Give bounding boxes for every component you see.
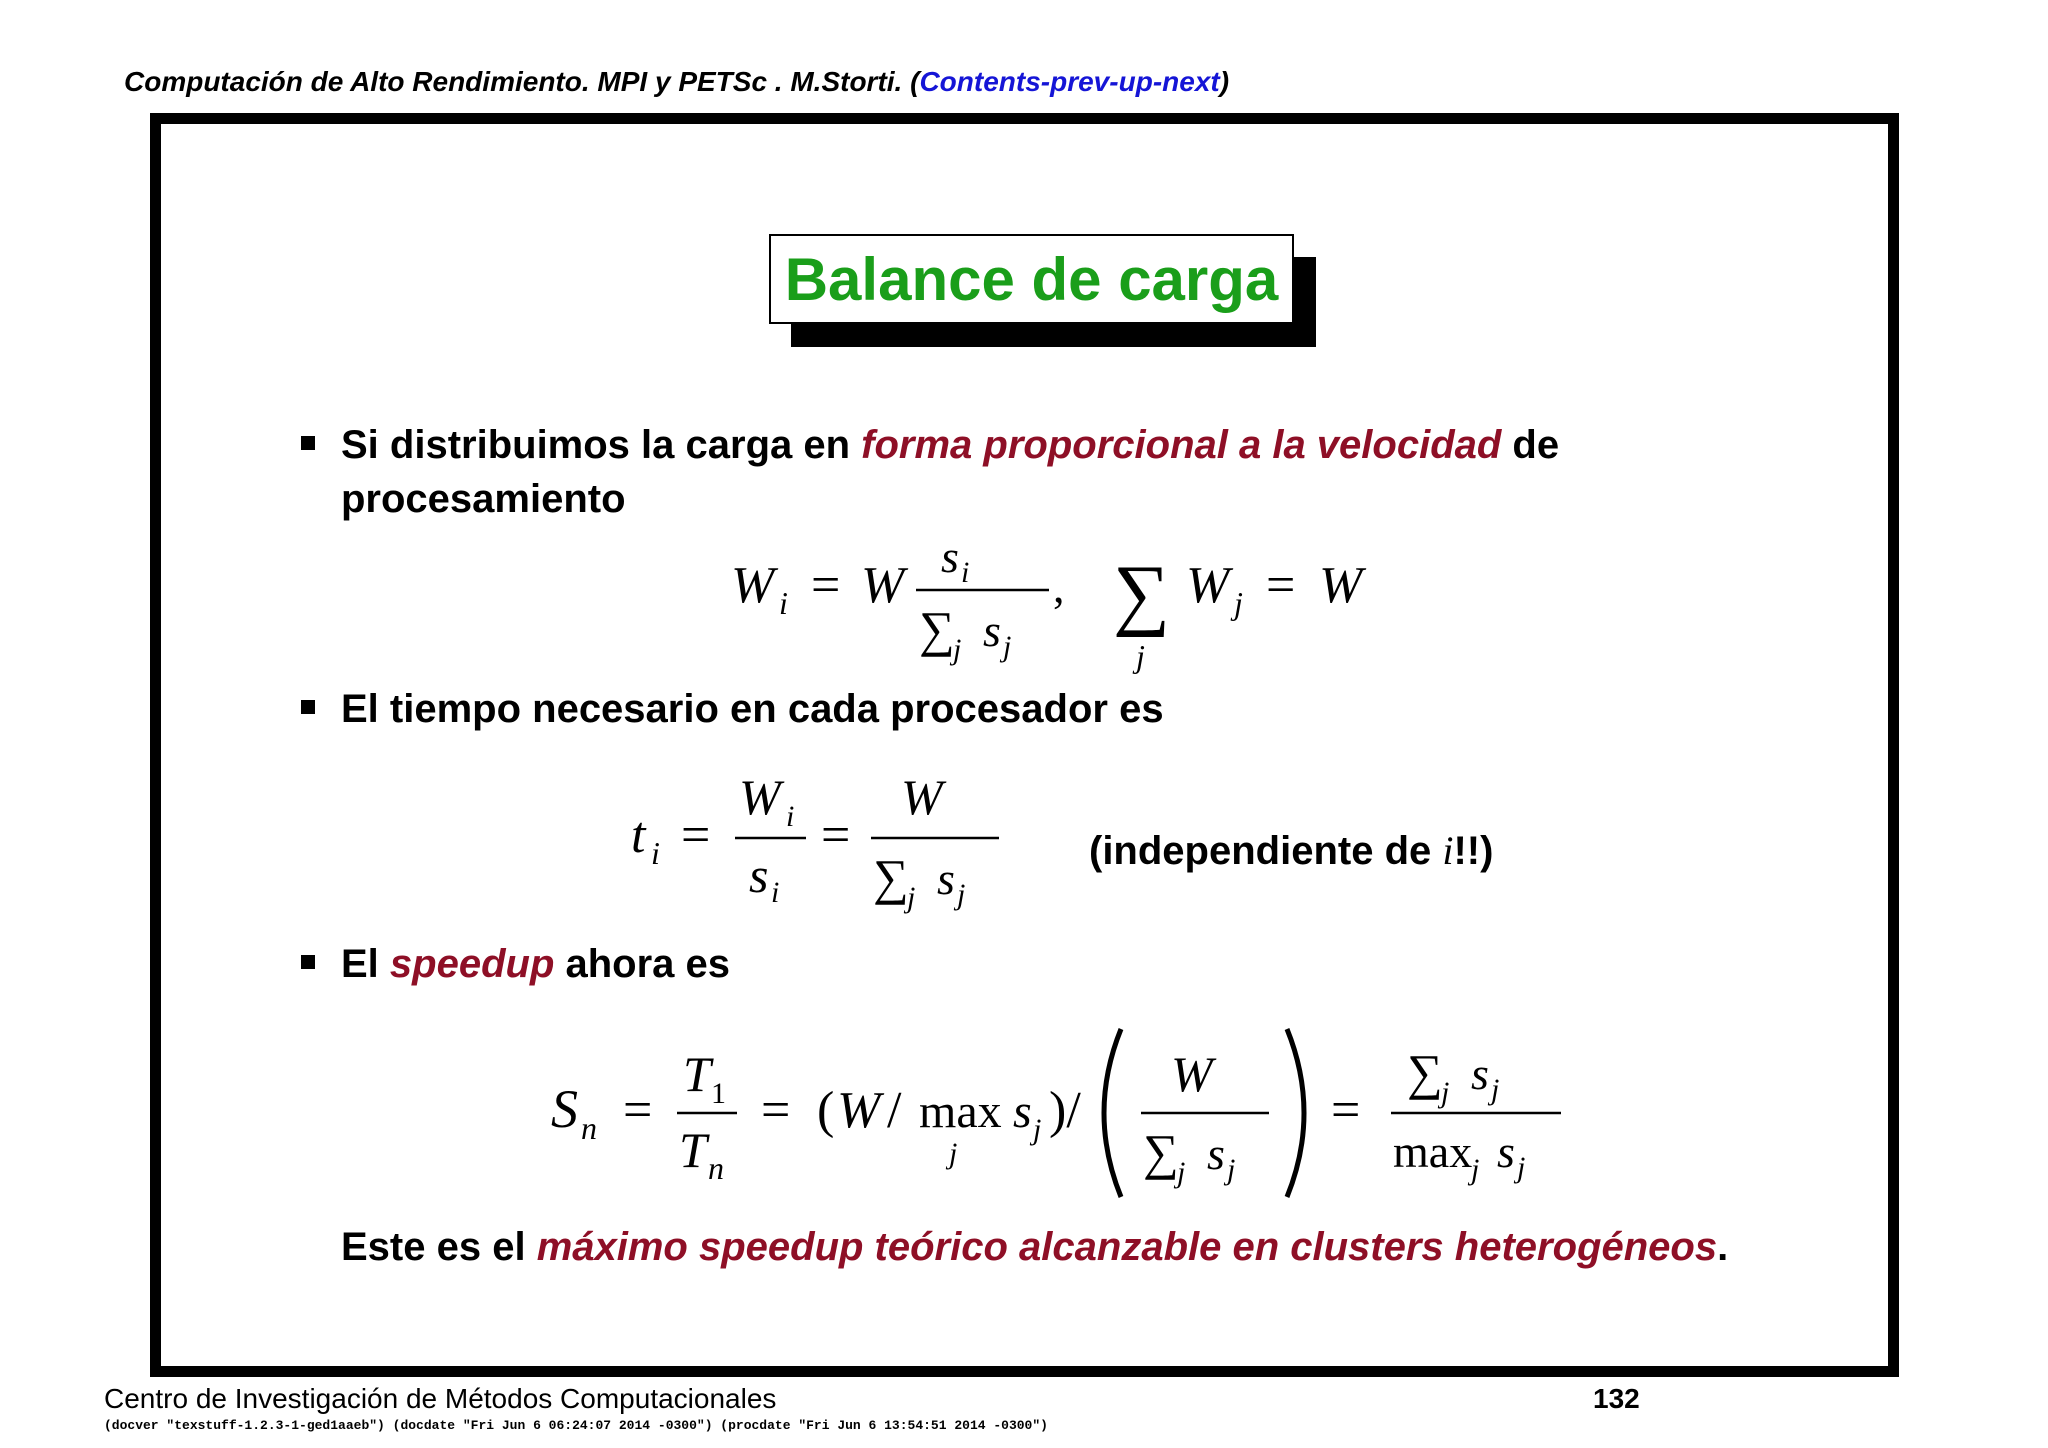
nav-link-next[interactable]: next — [1162, 66, 1220, 97]
svg-text:∑: ∑ — [919, 601, 955, 657]
bullet-1-text-b: de — [1501, 423, 1560, 467]
svg-text:j: j — [1136, 638, 1145, 674]
equation-2-note-var: i — [1442, 828, 1454, 873]
svg-text:=: = — [1266, 557, 1296, 614]
equation-time-per-processor — [631, 764, 1031, 914]
svg-text:j: j — [957, 878, 966, 911]
bullet-2-text: El tiempo necesario en cada procesador es — [341, 687, 1164, 731]
nav-link-up[interactable]: up — [1118, 66, 1153, 97]
svg-text:W: W — [739, 769, 781, 825]
svg-text:s: s — [1013, 1085, 1032, 1138]
slide-title: Balance de carga — [769, 234, 1294, 324]
svg-text:T: T — [679, 1122, 707, 1178]
svg-text:=: = — [811, 557, 841, 614]
footer-meta: (docver "texstuff-1.2.3-1-ged1aaeb") (docdate "Fri Jun 6 06:24:07 2014 -0300") (procdate "Fri Jun 6 13:54:51 2014 -0300") — [104, 1418, 1048, 1433]
svg-text:(: ( — [817, 1082, 835, 1139]
svg-text:max: max — [1393, 1126, 1473, 1177]
header-suffix: ) — [1219, 66, 1230, 97]
bullet-1-highlight: forma proporcional a la velocidad — [861, 423, 1502, 467]
svg-text:s: s — [749, 847, 769, 903]
svg-text:W: W — [901, 769, 943, 825]
svg-text:j: j — [1441, 1076, 1450, 1109]
bullet-marker — [301, 700, 315, 714]
svg-text:t: t — [631, 807, 646, 864]
svg-text:T: T — [683, 1046, 711, 1102]
equation-2-note-b: !!) — [1453, 829, 1494, 873]
svg-text:n: n — [708, 1150, 724, 1186]
header-text: Computación de Alto Rendimiento. MPI y PETSc . M.Storti. ( — [124, 66, 920, 97]
svg-text:j: j — [1491, 1073, 1500, 1106]
svg-text:i: i — [771, 876, 780, 909]
bullet-1-text — [341, 418, 1559, 472]
equation-load-distribution — [731, 524, 1391, 674]
equation-2-note-a: (independiente de — [1089, 829, 1443, 873]
bullet-3-highlight: speedup — [389, 942, 555, 986]
bullet-3-text — [341, 937, 730, 991]
svg-text:/: / — [887, 1082, 902, 1139]
page-number: 132 — [1593, 1383, 1640, 1414]
svg-text:=: = — [623, 1082, 653, 1139]
bullet-3-text-b: ahora es — [554, 942, 731, 986]
nav-link-prev[interactable]: prev — [1050, 66, 1110, 97]
nav-link-contents[interactable]: Contents — [919, 66, 1041, 97]
bullet-marker — [301, 955, 315, 969]
svg-text:S: S — [551, 1079, 578, 1139]
footer-institution: Centro de Investigación de Métodos Computacionales — [104, 1383, 777, 1414]
svg-text:j: j — [1033, 1113, 1042, 1146]
svg-text:,: , — [1053, 561, 1065, 612]
svg-text:∑: ∑ — [873, 849, 909, 905]
svg-text:i: i — [786, 800, 795, 833]
svg-text:=: = — [761, 1082, 791, 1139]
equation-2-note — [1089, 824, 1493, 878]
svg-text:i: i — [779, 585, 788, 621]
svg-text:s: s — [1207, 1128, 1225, 1179]
svg-text:=: = — [1331, 1082, 1361, 1139]
svg-text:∑: ∑ — [1407, 1044, 1443, 1100]
svg-text:∑: ∑ — [1143, 1124, 1179, 1180]
svg-text:∑: ∑ — [1113, 550, 1171, 638]
svg-text:j: j — [1003, 630, 1012, 663]
conclusion-text-a: Este es el — [341, 1225, 537, 1269]
svg-text:W: W — [861, 557, 905, 614]
svg-text:W: W — [1186, 557, 1230, 614]
svg-text:i: i — [961, 556, 970, 589]
bullet-3-text-a: El — [341, 942, 390, 986]
nav-separator: - — [1109, 66, 1119, 97]
svg-text:j: j — [953, 633, 962, 666]
svg-text:j: j — [1234, 585, 1243, 621]
svg-text:j: j — [1517, 1151, 1526, 1184]
conclusion-text — [341, 1220, 1728, 1274]
svg-text:max: max — [919, 1085, 1002, 1138]
svg-text:j: j — [949, 1137, 958, 1170]
slide-frame — [150, 113, 1899, 1377]
nav-separator: - — [1152, 66, 1163, 97]
conclusion-highlight: máximo speedup teórico alcanzable en clusters heterogéneos — [536, 1225, 1718, 1269]
svg-text:W: W — [1171, 1046, 1213, 1102]
svg-text:i: i — [651, 835, 660, 871]
nav-separator: - — [1040, 66, 1051, 97]
svg-text:s: s — [941, 531, 959, 582]
svg-text:j: j — [1471, 1153, 1480, 1186]
svg-text:W: W — [731, 557, 775, 614]
svg-text:=: = — [681, 807, 711, 864]
svg-text:j: j — [907, 881, 916, 914]
svg-text:j: j — [1177, 1156, 1186, 1189]
conclusion-text-b: . — [1717, 1225, 1729, 1269]
svg-text:s: s — [937, 853, 955, 904]
bullet-marker — [301, 436, 315, 450]
svg-text:W: W — [837, 1082, 881, 1139]
bullet-1-text-a: Si distribuimos la carga en — [341, 423, 862, 467]
svg-text:1: 1 — [711, 1077, 726, 1110]
svg-text:)/: )/ — [1049, 1082, 1081, 1139]
slide-header — [124, 66, 1229, 98]
svg-text:n: n — [581, 1110, 597, 1146]
svg-text:W: W — [1319, 557, 1363, 614]
equation-speedup — [551, 1019, 1571, 1209]
bullet-1-line-2: procesamiento — [341, 477, 626, 521]
svg-text:j: j — [1227, 1153, 1236, 1186]
svg-text:s: s — [983, 605, 1001, 656]
svg-text:s: s — [1471, 1048, 1489, 1099]
svg-text:s: s — [1497, 1126, 1515, 1177]
svg-text:=: = — [821, 807, 851, 864]
